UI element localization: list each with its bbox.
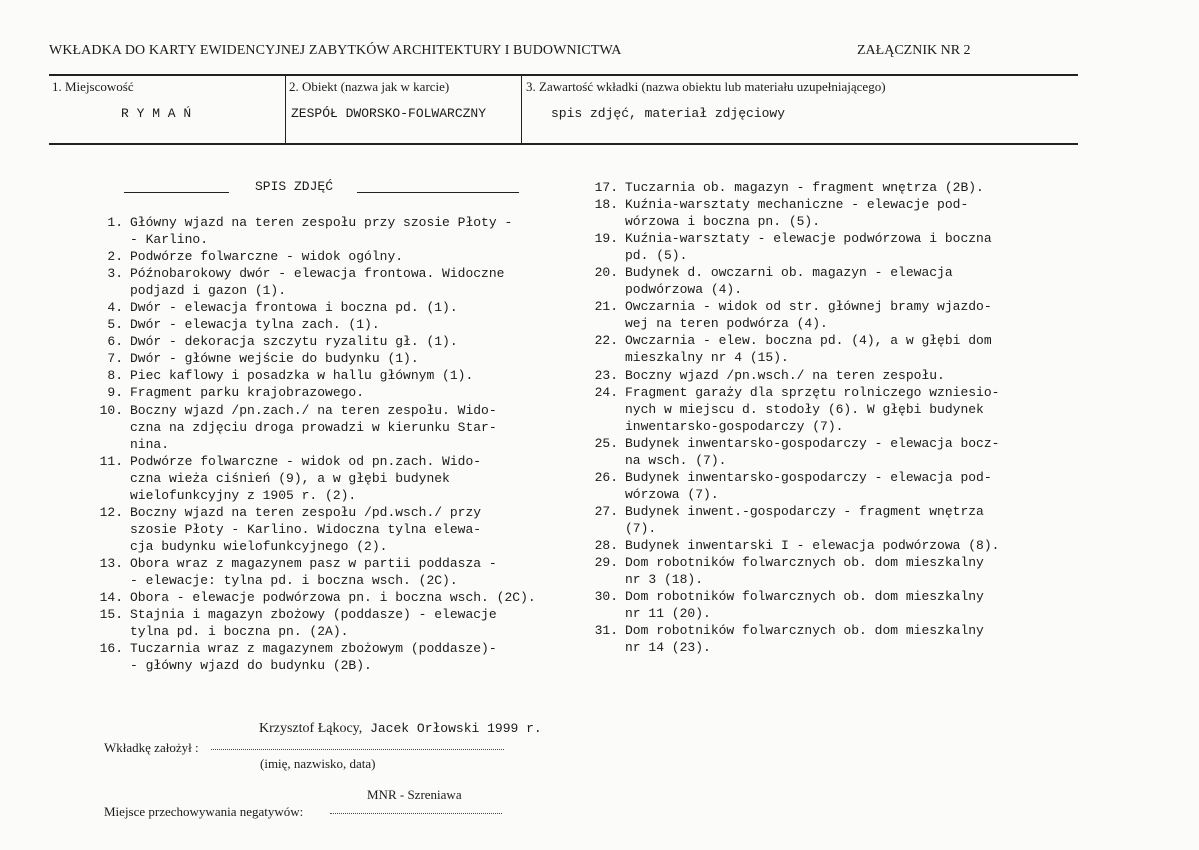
- table-bottom-rule: [49, 143, 1078, 145]
- locality-label: 1. Miejscowość: [52, 79, 134, 94]
- list-item-text: Dwór - elewacja tylna zach. (1).: [130, 317, 380, 333]
- list-item-number: 16.: [99, 641, 123, 657]
- list-item: [588, 264, 1088, 298]
- list-item-text: Stajnia i magazyn zbożowy (poddasze) - elewacje tylna pd. i boczna pn. (2A).: [130, 607, 497, 640]
- list-item: [93, 589, 613, 606]
- list-item-text: Budynek inwentarsko-gospodarczy - elewacja pod- wórzowa (7).: [625, 469, 992, 502]
- list-item-text: Kuźnia-warsztaty mechaniczne - elewacje pod- wórzowa i boczna pn. (5).: [625, 197, 969, 230]
- storage-location-value: MNR - Szreniawa: [367, 787, 462, 802]
- list-item-number: 23.: [594, 367, 618, 383]
- contents-label: 3. Zawartość wkładki (nazwa obiektu lub materiału uzupełniającego): [526, 79, 886, 94]
- list-item: [588, 196, 1088, 230]
- photo-list-right: [588, 179, 1088, 656]
- list-item-text: Owczarnia - widok od str. głównej bramy wjazdo- wej na teren podwórza (4).: [625, 299, 992, 332]
- list-item-text: Tuczarnia ob. magazyn - fragment wnętrza (2B).: [625, 180, 984, 195]
- negatives-storage-label: Miejsce przechowywania negatywów:: [104, 804, 304, 819]
- list-item: [93, 350, 613, 367]
- list-item-number: 7.: [107, 351, 123, 367]
- list-item: [93, 265, 613, 299]
- locality-value: R Y M A Ń: [121, 106, 192, 121]
- title-rule-left: [124, 192, 229, 193]
- list-item-text: Dwór - główne wejście do budynku (1).: [130, 351, 419, 367]
- list-item: [93, 367, 613, 384]
- contents-value: spis zdjęć, materiał zdjęciowy: [551, 106, 786, 121]
- list-item-number: 11.: [99, 453, 123, 469]
- list-item: [93, 640, 613, 674]
- list-item-number: 2.: [107, 249, 123, 265]
- list-item: [588, 384, 1088, 435]
- list-item-text: Budynek inwentarsko-gospodarczy - elewacja bocz- na wsch. (7).: [625, 435, 1000, 468]
- list-item-number: 21.: [594, 299, 618, 315]
- object-label: 2. Obiekt (nazwa jak w karcie): [289, 79, 450, 94]
- list-item-text: Dom robotników folwarcznych ob. dom mieszkalny nr 3 (18).: [625, 555, 984, 588]
- list-item-number: 18.: [594, 197, 618, 213]
- list-item: [93, 333, 613, 350]
- list-item: [588, 537, 1088, 554]
- list-item: [93, 453, 613, 504]
- list-item: [588, 435, 1088, 469]
- list-item-number: 10.: [99, 402, 123, 418]
- list-item-number: 25.: [594, 435, 618, 451]
- list-item-text: Dwór - elewacja frontowa i boczna pd. (1).: [130, 300, 458, 316]
- list-item-number: 19.: [594, 231, 618, 247]
- list-item-text: Główny wjazd na teren zespołu przy szosie Płoty - - Karlino.: [130, 215, 513, 248]
- list-item-number: 29.: [594, 555, 618, 571]
- author-name-first: Krzysztof Łąkocy,: [259, 721, 363, 736]
- list-item-number: 28.: [594, 537, 618, 553]
- list-item: [588, 367, 1088, 384]
- inserted-by-label: Wkładkę założył :: [104, 740, 199, 755]
- list-item-text: Dwór - dekoracja szczytu ryzalitu gł. (1).: [130, 334, 458, 350]
- list-item-text: Boczny wjazd na teren zespołu /pd.wsch./ przy szosie Płoty - Karlino. Widoczna tylna elewa- cja budynku wielofunkcyjnego (2).: [130, 504, 482, 554]
- list-item-text: Dom robotników folwarcznych ob. dom mieszkalny nr 14 (23).: [625, 623, 984, 656]
- photo-list-left: [93, 214, 613, 674]
- list-item: [93, 384, 613, 401]
- list-item: [588, 179, 1088, 196]
- list-item: [93, 606, 613, 640]
- author-names: [259, 721, 542, 737]
- list-item-number: 26.: [594, 469, 618, 485]
- negatives-storage-dotted-line: [330, 808, 502, 814]
- list-item: [588, 622, 1088, 656]
- list-item: [588, 230, 1088, 264]
- list-item-number: 14.: [99, 590, 123, 606]
- list-item-text: Podwórze folwarczne - widok ogólny.: [130, 249, 404, 265]
- list-item-text: Fragment parku krajobrazowego.: [130, 385, 365, 401]
- inserted-by-dotted-line: [211, 744, 504, 750]
- list-item-text: Boczny wjazd /pn.wsch./ na teren zespołu.: [625, 367, 945, 383]
- list-item-number: 17.: [594, 180, 618, 195]
- list-item-number: 1.: [107, 215, 123, 230]
- list-item-number: 27.: [594, 503, 618, 519]
- list-item: [93, 299, 613, 316]
- list-item-text: Tuczarnia wraz z magazynem zbożowym (poddasze)- - główny wjazd do budynku (2B).: [130, 641, 497, 674]
- object-value: ZESPÓŁ DWORSKO-FOLWARCZNY: [291, 106, 487, 121]
- list-item: [93, 402, 613, 453]
- list-item-number: 9.: [107, 385, 123, 401]
- list-item: [93, 555, 613, 589]
- list-item-number: 6.: [107, 334, 123, 350]
- list-item-number: 12.: [99, 504, 123, 520]
- list-item-text: Piec kaflowy i posadzka w hallu głównym (1).: [130, 368, 474, 384]
- table-divider-1: [285, 75, 286, 144]
- list-item-text: Kuźnia-warsztaty - elewacje podwórzowa i boczna pd. (5).: [625, 231, 992, 264]
- annex-number: ZAŁĄCZNIK NR 2: [857, 43, 971, 58]
- list-item: [588, 332, 1088, 366]
- list-item-number: 31.: [594, 623, 618, 639]
- list-item-text: Owczarnia - elew. boczna pd. (4), a w głębi dom mieszkalny nr 4 (15).: [625, 333, 992, 366]
- list-item: [93, 316, 613, 333]
- list-item-number: 4.: [107, 300, 123, 316]
- list-item: [93, 214, 613, 248]
- list-item-number: 3.: [107, 266, 123, 282]
- list-item-number: 5.: [107, 317, 123, 333]
- list-title: SPIS ZDJĘĆ: [255, 179, 334, 194]
- list-item-text: Podwórze folwarczne - widok od pn.zach. Wido- czna wieża ciśnień (9), a w głębi budynek wielofunkcyjny z 1905 r. (2).: [130, 453, 482, 503]
- list-item: [588, 469, 1088, 503]
- list-item-text: Obora - elewacje podwórzowa pn. i boczna wsch. (2C).: [130, 590, 536, 606]
- list-item-text: Dom robotników folwarcznych ob. dom mieszkalny nr 11 (20).: [625, 589, 984, 622]
- list-item-text: Późnobarokowy dwór - elewacja frontowa. Widoczne podjazd i gazon (1).: [130, 266, 505, 299]
- list-item-number: 20.: [594, 265, 618, 281]
- page-title: WKŁADKA DO KARTY EWIDENCYJNEJ ZABYTKÓW ARCHITEKTURY I BUDOWNICTWA: [49, 43, 622, 58]
- list-item-text: Obora wraz z magazynem pasz w partii poddasza - - elewacje: tylna pd. i boczna wsch. (2C).: [130, 555, 497, 588]
- table-divider-2: [521, 75, 522, 144]
- author-name-second: Jacek Orłowski 1999 r.: [362, 721, 542, 736]
- list-item-number: 24.: [594, 384, 618, 400]
- list-item-text: Boczny wjazd /pn.zach./ na teren zespołu. Wido- czna na zdjęciu droga prowadzi w kierunku Star- nina.: [130, 402, 497, 452]
- list-item-number: 15.: [99, 607, 123, 623]
- list-item: [588, 554, 1088, 588]
- list-item-number: 22.: [594, 333, 618, 349]
- list-item: [93, 248, 613, 265]
- list-item-text: Budynek inwent.-gospodarczy - fragment wnętrza (7).: [625, 503, 984, 536]
- list-item-text: Fragment garaży dla sprzętu rolniczego wzniesio- nych w miejscu d. stodoły (6). W głębi budynek inwentarsko-gospodarczy (7).: [625, 384, 1000, 434]
- name-date-hint: (imię, nazwisko, data): [260, 756, 376, 771]
- list-item: [588, 298, 1088, 332]
- list-item-number: 13.: [99, 555, 123, 571]
- list-item-text: Budynek inwentarski I - elewacja podwórzowa (8).: [625, 537, 1000, 553]
- title-rule-right: [357, 192, 519, 193]
- list-item: [588, 503, 1088, 537]
- list-item: [588, 588, 1088, 622]
- list-item-number: 30.: [594, 589, 618, 605]
- list-item-number: 8.: [107, 368, 123, 384]
- table-top-rule: [49, 74, 1078, 76]
- list-item: [93, 504, 613, 555]
- list-item-text: Budynek d. owczarni ob. magazyn - elewacja podwórzowa (4).: [625, 265, 953, 298]
